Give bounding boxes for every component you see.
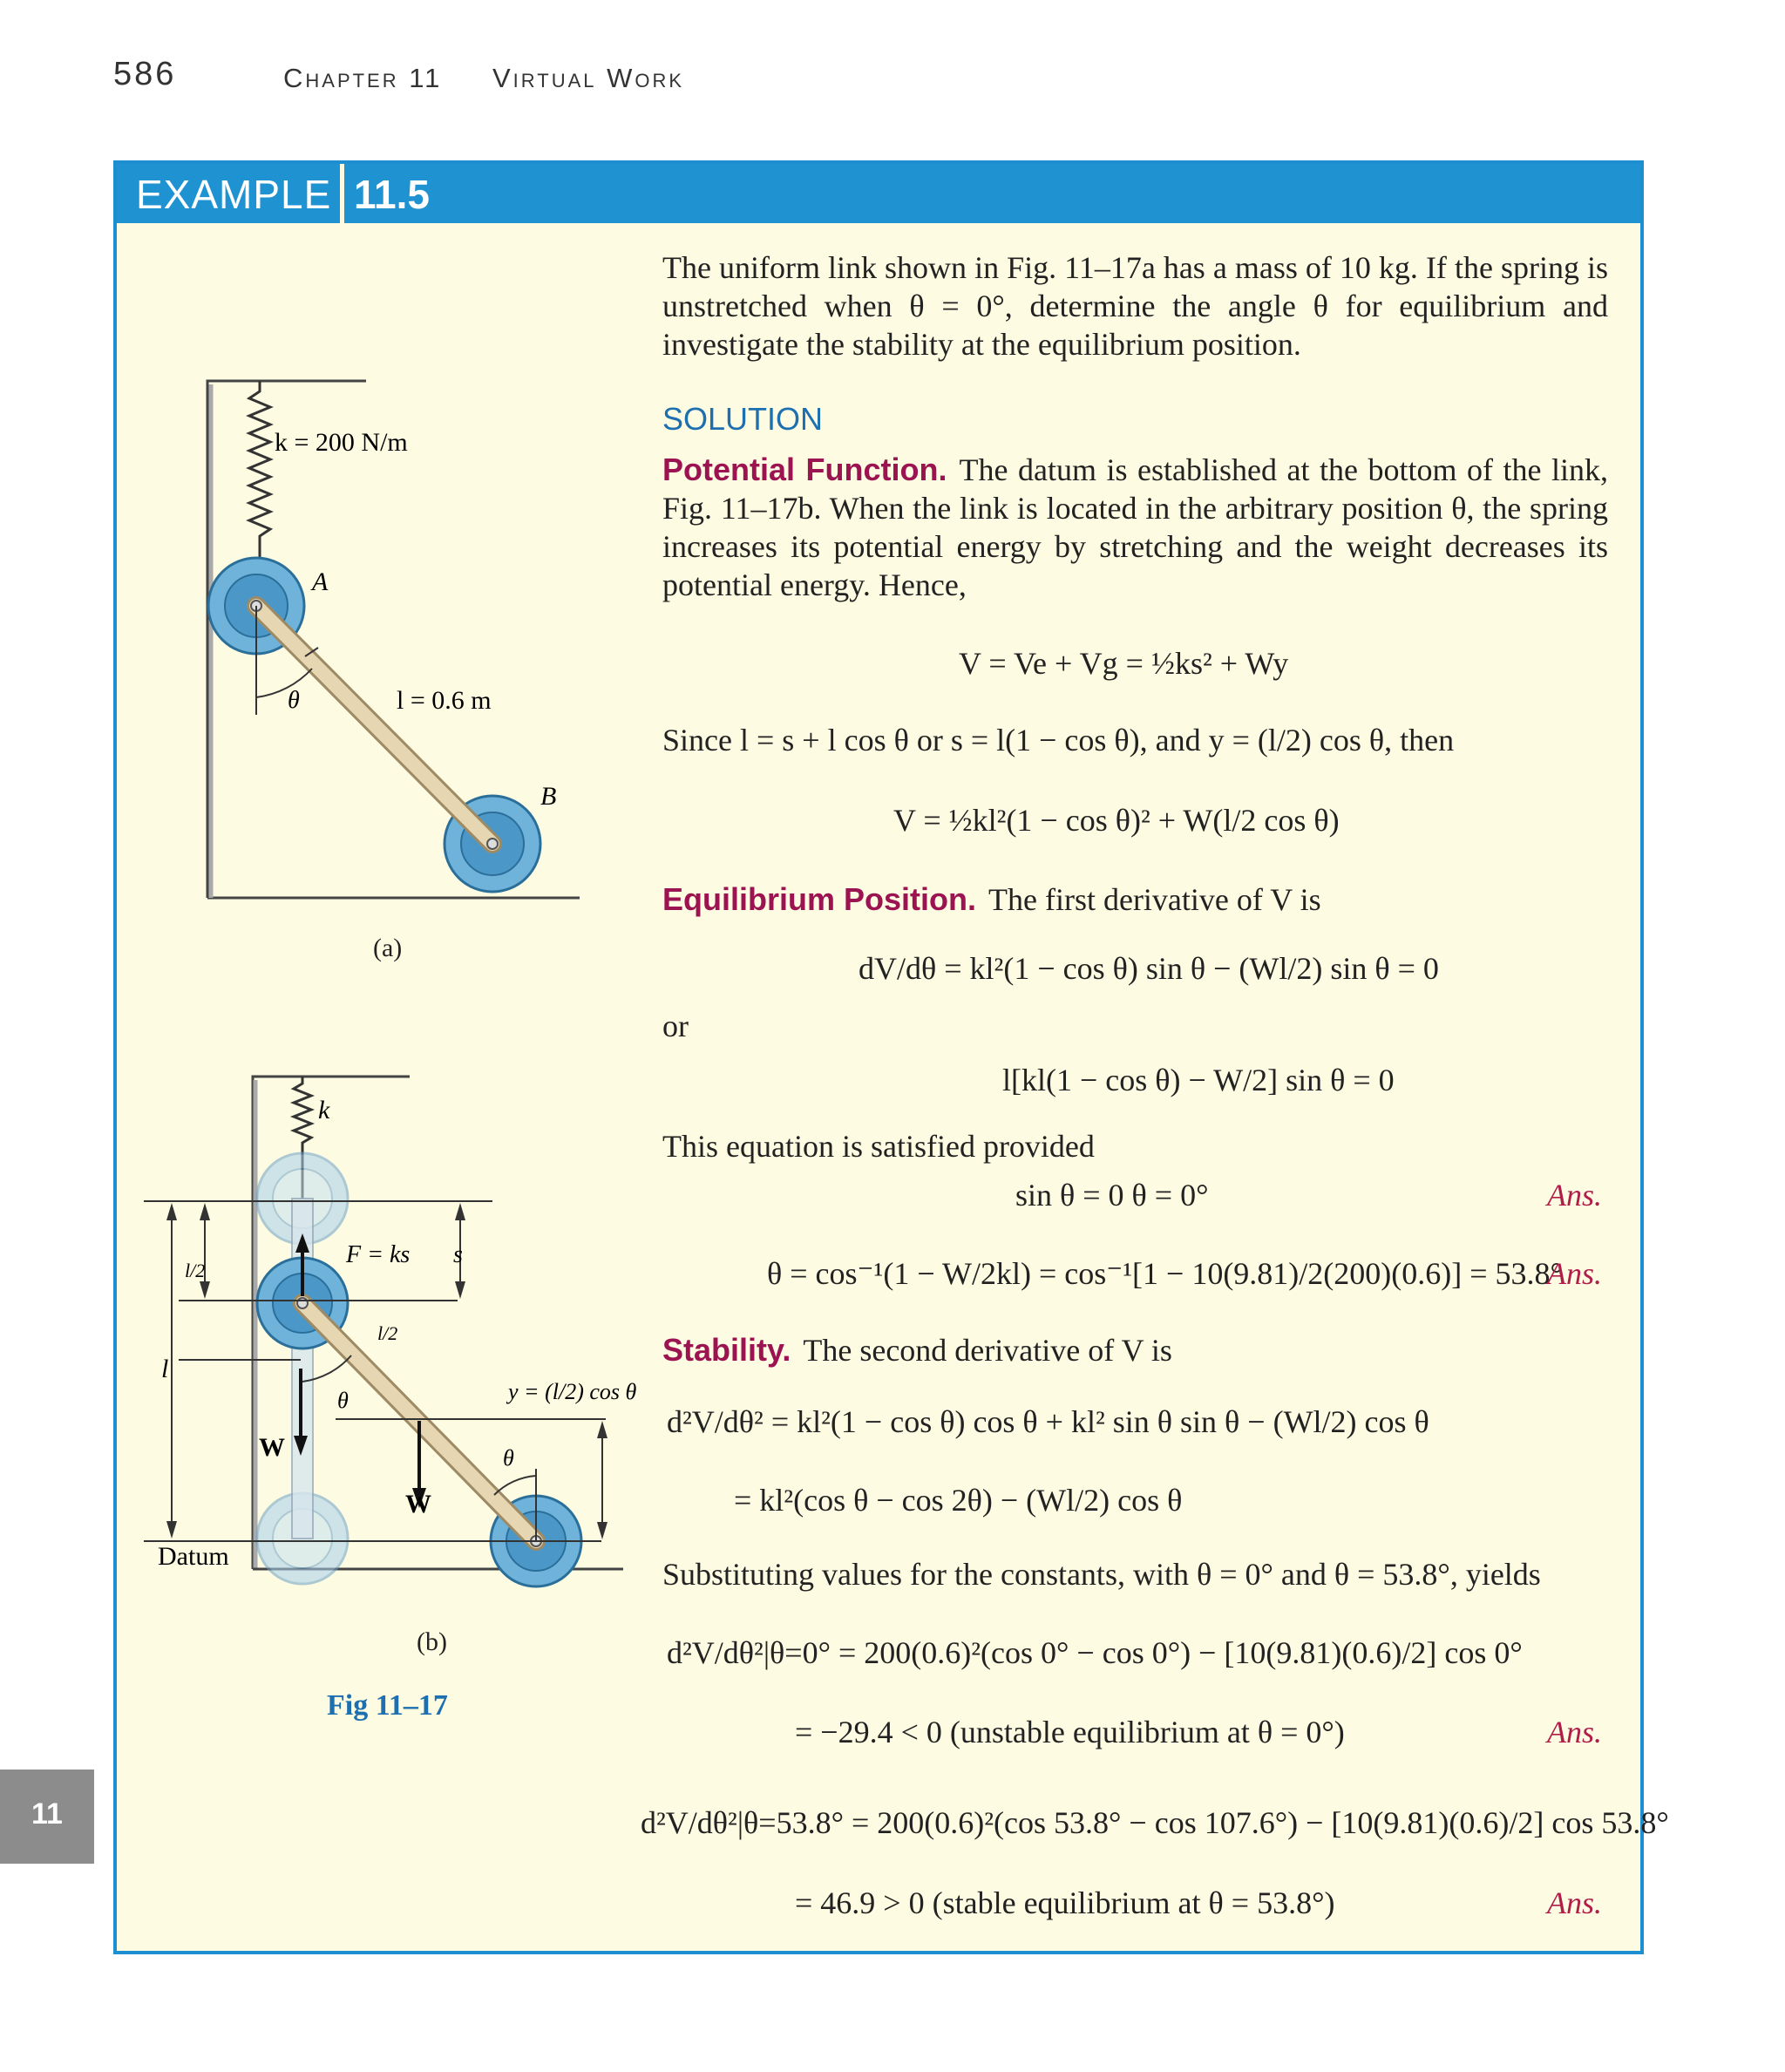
or-label: or: [662, 1009, 689, 1043]
equilibrium-heading: Equilibrium Position.: [662, 881, 976, 917]
figure-a-caption: (a): [373, 934, 403, 962]
half-length-label-link: l/2: [377, 1322, 398, 1344]
spring-constant-label-a: k = 200 N/m: [275, 428, 408, 457]
solution-heading: SOLUTION: [662, 401, 824, 437]
spring-label-b: k: [318, 1096, 330, 1124]
potential-heading: Potential Function.: [662, 452, 947, 487]
theta-label-a: θ: [288, 687, 300, 714]
evaluation-theta-zero: d²V/dθ²|θ=0° = 200(0.6)²(cos 0° − cos 0°) − [10(9.81)(0.6)/2] cos 0°: [667, 1635, 1523, 1670]
chapter-tab: [0, 1770, 94, 1864]
figure-a: [192, 362, 601, 920]
potential-text: The datum is established at the bottom of the link, Fig. 11–17b. When the link is located in the arbitrary position θ, the spring increases its potential energy by stretching and the weight decreases its potential energy. Hence,: [662, 452, 1608, 602]
potential-paragraph: [662, 451, 1608, 604]
evaluation-theta-53: d²V/dθ²|θ=53.8° = 200(0.6)²(cos 53.8° − cos 107.6°) − [10(9.81)(0.6)/2] cos 53.8°: [641, 1805, 1669, 1840]
chapter-label: Chapter 11: [283, 63, 443, 93]
theta-label-b1: θ: [337, 1388, 349, 1413]
equation-first-derivative: dV/dθ = kl²(1 − cos θ) sin θ − (Wl/2) sin θ = 0: [859, 951, 1439, 986]
example-number: 11.5: [354, 172, 430, 217]
half-length-label: l/2: [185, 1260, 206, 1281]
section-title: Virtual Work: [492, 63, 685, 93]
answer-marker-4: Ans.: [1547, 1885, 1602, 1920]
weight-label-2: W: [405, 1490, 431, 1518]
result-unstable: = −29.4 < 0 (unstable equilibrium at θ = 0°): [795, 1715, 1345, 1749]
datum-label: Datum: [158, 1542, 229, 1571]
stability-text: The second derivative of V is: [803, 1333, 1172, 1368]
weight-label-1: W: [259, 1433, 285, 1462]
result-stable: = 46.9 > 0 (stable equilibrium at θ = 53.8°): [795, 1885, 1335, 1920]
force-label: F = ks: [346, 1241, 411, 1268]
figure-b-caption: (b): [417, 1627, 447, 1656]
equation-potential-theta: V = ½kl²(1 − cos θ)² + W(l/2 cos θ): [893, 803, 1340, 838]
page-number: 586: [113, 56, 177, 92]
solution-theta-zero: sin θ = 0 θ = 0°: [1015, 1178, 1209, 1213]
answer-marker-3: Ans.: [1547, 1715, 1602, 1749]
equilibrium-text: The first derivative of V is: [988, 882, 1321, 917]
length-label-b: l: [161, 1355, 169, 1383]
height-label: y = (l/2) cos θ: [508, 1379, 637, 1404]
length-label-a: l = 0.6 m: [397, 686, 492, 715]
title-separator: [340, 164, 344, 223]
substituting-text: Substituting values for the constants, with θ = 0° and θ = 53.8°, yields: [662, 1557, 1541, 1592]
equation-potential: V = Ve + Vg = ½ks² + Wy: [959, 646, 1289, 681]
equation-second-derivative: d²V/dθ² = kl²(1 − cos θ) cos θ + kl² sin θ sin θ − (Wl/2) cos θ: [667, 1404, 1429, 1439]
stability-paragraph: [662, 1331, 1172, 1369]
chapter-tab-number: 11: [31, 1797, 63, 1831]
figure-b: [135, 1059, 641, 1608]
figure-caption: Fig 11–17: [327, 1689, 448, 1722]
answer-marker-2: Ans.: [1547, 1256, 1602, 1291]
point-a-label: A: [312, 567, 329, 596]
answer-marker-1: Ans.: [1547, 1178, 1602, 1213]
theta-label-b2: θ: [503, 1445, 514, 1471]
since-line: Since l = s + l cos θ or s = l(1 − cos θ), and y = (l/2) cos θ, then: [662, 723, 1455, 757]
problem-statement: The uniform link shown in Fig. 11–17a has a mass of 10 kg. If the spring is unstretched when θ = 0°, determine the angle θ for equilibrium and investigate the stability at the equilibrium position.: [662, 250, 1608, 362]
solution-theta-angle: θ = cos⁻¹(1 − W/2kl) = cos⁻¹[1 − 10(9.81)/2(200)(0.6)] = 53.8°: [767, 1256, 1563, 1291]
equation-second-derivative-simplified: = kl²(cos θ − cos 2θ) − (Wl/2) cos θ: [734, 1483, 1183, 1518]
stability-heading: Stability.: [662, 1332, 791, 1368]
example-label: EXAMPLE: [136, 172, 332, 217]
provided-text: This equation is satisfied provided: [662, 1129, 1095, 1164]
equilibrium-paragraph: [662, 880, 1321, 919]
stretch-label: s: [453, 1241, 463, 1268]
example-title-bar: [117, 164, 1640, 223]
equation-factored: l[kl(1 − cos θ) − W/2] sin θ = 0: [1002, 1063, 1395, 1097]
point-b-label: B: [540, 782, 557, 811]
